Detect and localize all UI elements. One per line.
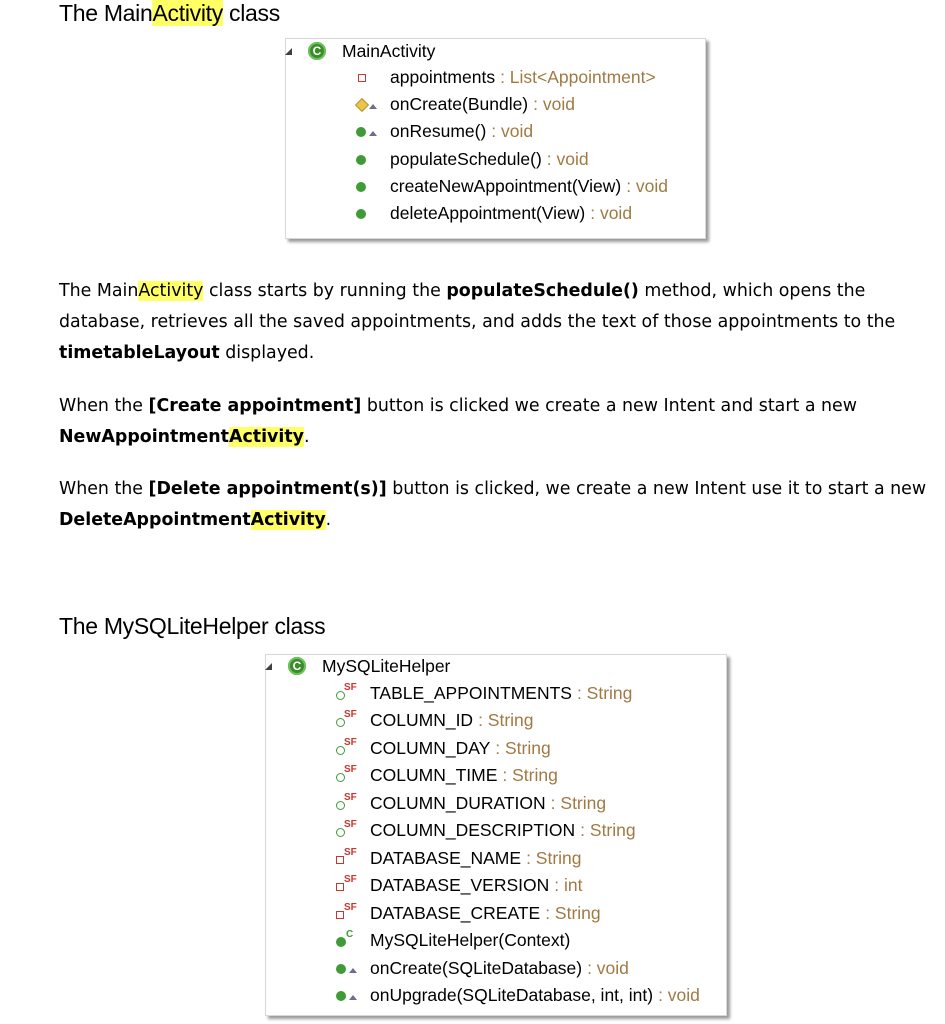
outline-member[interactable] [356, 146, 589, 173]
member-name: onCreate(SQLiteDatabase) [370, 958, 583, 978]
constructor-icon: C [336, 929, 362, 949]
member-name: appointments [390, 67, 496, 87]
member-name: deleteAppointment(View) [390, 203, 586, 223]
main-activity-heading [59, 0, 280, 27]
paragraph-delete-appointment: When the [Delete appointment(s)] button is clicked, we create a new Intent use it to start a new DeleteAppointmentActivity. [59, 479, 927, 530]
public-override-method-icon [336, 959, 362, 979]
member-type: : List<Appointment> [500, 67, 656, 87]
outline-member[interactable] [336, 790, 606, 817]
mysqlite-helper-heading: The MySQLiteHelper class [59, 613, 326, 639]
member-type: : void [533, 94, 575, 114]
heading-text: The Main [59, 0, 153, 26]
member-type: : void [491, 121, 534, 141]
member-name: DATABASE_CREATE [370, 903, 541, 923]
member-name: COLUMN_DURATION [370, 793, 546, 813]
outline-root-mysqlite-helper[interactable] [265, 654, 450, 678]
outline-member[interactable] [336, 982, 700, 1009]
private-static-final-field-icon: SF [336, 902, 362, 922]
public-static-final-field-icon: SF [336, 819, 362, 839]
public-static-final-field-icon: SF [336, 682, 362, 702]
public-override-method-icon [336, 986, 362, 1006]
member-name: DATABASE_NAME [370, 848, 522, 868]
member-type: : void [590, 203, 633, 223]
highlight-text: Activity [152, 0, 223, 26]
outline-member[interactable] [336, 900, 601, 927]
member-type: : String [550, 793, 607, 813]
outline-root-main-activity[interactable] [285, 39, 435, 63]
outline-member[interactable] [336, 872, 582, 899]
member-type: : String [495, 738, 551, 758]
member-name: onResume() [390, 121, 487, 141]
member-type: : String [580, 820, 636, 840]
outline-member[interactable] [356, 118, 533, 145]
protected-override-method-icon [356, 95, 382, 115]
member-name: createNewAppointment(View) [390, 176, 622, 196]
member-name: COLUMN_DESCRIPTION [370, 820, 576, 840]
public-method-icon [356, 204, 382, 224]
outline-member[interactable] [336, 707, 534, 734]
member-type: : void [587, 958, 629, 978]
public-override-method-icon [356, 122, 382, 142]
outline-member[interactable] [336, 927, 570, 954]
collapse-triangle-icon[interactable] [265, 663, 272, 670]
member-type: : void [658, 985, 700, 1005]
private-static-final-field-icon: SF [336, 847, 362, 867]
collapse-triangle-icon[interactable] [285, 48, 292, 55]
member-type: : int [554, 875, 583, 895]
member-name: DATABASE_VERSION [370, 875, 550, 895]
paragraph-create-appointment: When the [Create appointment] button is clicked we create a new Intent and start a new NewAppointmentActivity. [59, 396, 857, 447]
member-name: COLUMN_TIME [370, 765, 498, 785]
public-static-final-field-icon: SF [336, 737, 362, 757]
member-name: populateSchedule() [390, 149, 542, 169]
member-type: : String [502, 765, 558, 785]
public-method-icon [356, 177, 382, 197]
member-type: : String [545, 903, 601, 923]
member-name: onUpgrade(SQLiteDatabase, int, int) [370, 985, 654, 1005]
outline-member[interactable] [356, 173, 668, 200]
class-icon: C [308, 42, 326, 60]
private-static-final-field-icon: SF [336, 874, 362, 894]
paragraph-populate-schedule: The MainActivity class starts by running the populateSchedule() method, which opens the database, retrieves all the saved appointments, and adds the text of those appointments to the timetableLayout displayed. [59, 281, 896, 363]
private-field-icon [356, 68, 382, 88]
member-type: : String [576, 683, 633, 703]
member-name: COLUMN_DAY [370, 738, 491, 758]
public-static-final-field-icon: SF [336, 792, 362, 812]
class-name: MySQLiteHelper [322, 655, 451, 676]
outline-member[interactable] [336, 817, 636, 844]
outline-member[interactable] [336, 955, 629, 982]
outline-member[interactable] [336, 845, 582, 872]
class-name: MainActivity [342, 40, 436, 61]
public-method-icon [356, 150, 382, 170]
heading-text: class [222, 0, 280, 26]
outline-member[interactable] [356, 64, 656, 91]
outline-member[interactable] [356, 91, 575, 118]
member-name: MySQLiteHelper(Context) [370, 930, 571, 950]
public-static-final-field-icon: SF [336, 709, 362, 729]
outline-member[interactable] [336, 680, 632, 707]
member-type: : String [478, 710, 534, 730]
outline-member[interactable] [336, 762, 558, 789]
member-name: onCreate(Bundle) [390, 94, 529, 114]
outline-member[interactable] [336, 735, 551, 762]
member-type: : void [546, 149, 589, 169]
member-name: COLUMN_ID [370, 710, 474, 730]
outline-member[interactable] [356, 200, 632, 227]
class-icon: C [288, 657, 306, 675]
public-static-final-field-icon: SF [336, 764, 362, 784]
member-type: : String [526, 848, 582, 868]
member-type: : void [626, 176, 669, 196]
member-name: TABLE_APPOINTMENTS [370, 683, 572, 703]
